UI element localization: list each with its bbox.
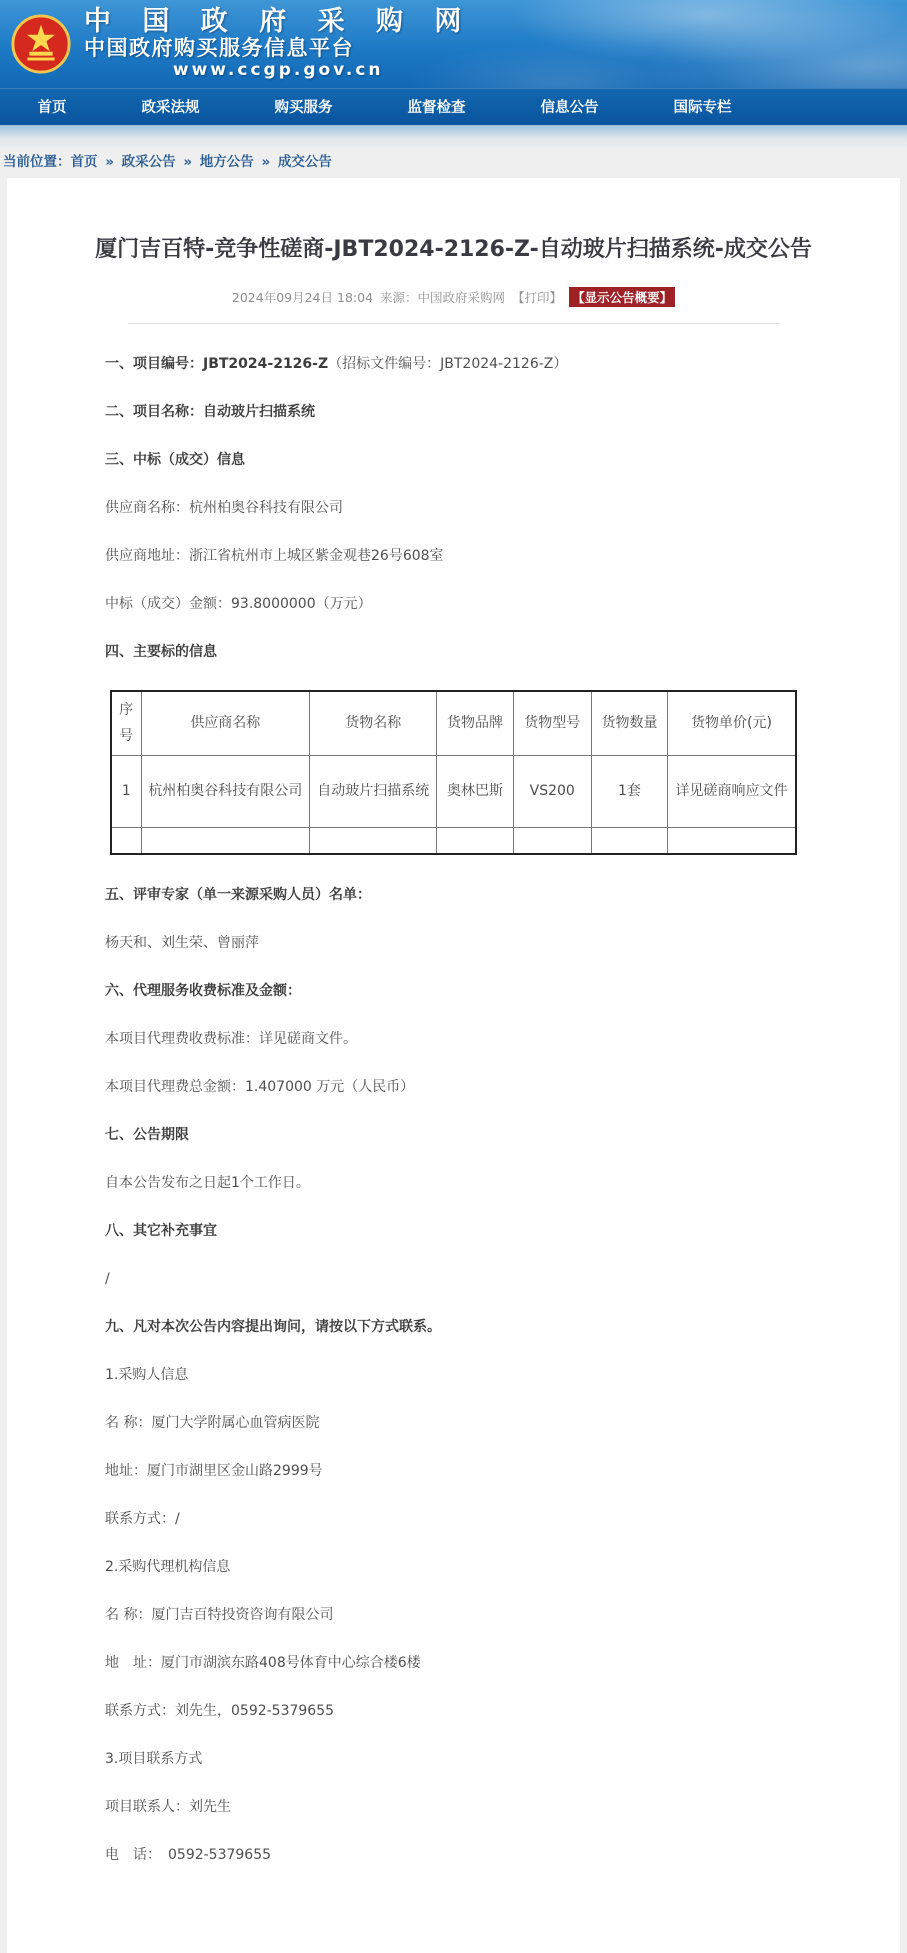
breadcrumb-item-local-notices[interactable]: 地方公告 xyxy=(199,154,254,170)
breadcrumb-label: 当前位置： xyxy=(3,154,71,170)
source-label: 来源：中国政府采购网 xyxy=(380,289,506,305)
breadcrumb-item-home[interactable]: 首页 xyxy=(70,154,98,170)
content-card xyxy=(7,178,900,1953)
goods-table-empty-row xyxy=(111,827,796,854)
nav-fade-strip xyxy=(0,125,907,149)
site-url: www.ccgp.gov.cn xyxy=(172,60,384,81)
cell-empty xyxy=(141,827,309,854)
section-period-heading: 七、公告期限 xyxy=(105,1127,189,1144)
show-summary-button[interactable]: 【显示公告概要】 xyxy=(569,287,675,307)
main-nav xyxy=(0,88,907,125)
agent-address: 地 址：厦门市湖滨东路408号体育中心综合楼6楼 xyxy=(105,1655,421,1672)
announcement-period: 自本公告发布之日起1个工作日。 xyxy=(105,1175,310,1192)
cell-quantity: 1套 xyxy=(591,755,667,827)
goods-table xyxy=(110,690,797,856)
section-goods-info-heading: 四、主要标的信息 xyxy=(105,643,217,660)
col-header-goods-name: 货物名称 xyxy=(310,691,437,756)
breadcrumb-separator: » xyxy=(183,154,193,170)
site-logo[interactable] xyxy=(10,5,473,81)
project-contact-person: 项目联系人：刘先生 xyxy=(105,1799,231,1816)
col-header-brand: 货物品牌 xyxy=(437,691,513,756)
buyer-info-header: 1.采购人信息 xyxy=(105,1367,189,1384)
project-number-note: （招标文件编号：JBT2024-2126-Z） xyxy=(328,355,568,372)
buyer-address: 地址：厦门市湖里区金山路2999号 xyxy=(105,1463,323,1480)
cell-empty xyxy=(310,827,437,854)
article-meta xyxy=(47,287,860,307)
other-matters: / xyxy=(105,1271,110,1288)
cell-empty xyxy=(437,827,513,854)
cell-empty xyxy=(668,827,796,854)
col-header-quantity: 货物数量 xyxy=(591,691,667,756)
section-agency-fee-heading: 六、代理服务收费标准及金额： xyxy=(105,983,301,1000)
section-project-name: 二、项目名称：自动玻片扫描系统 xyxy=(105,403,315,420)
supplier-name: 供应商名称：杭州柏奥谷科技有限公司 xyxy=(105,499,343,516)
experts-list: 杨天和、刘生荣、曾丽萍 xyxy=(105,935,259,952)
section-award-info-heading: 三、中标（成交）信息 xyxy=(105,451,245,468)
buyer-name: 名 称：厦门大学附属心血管病医院 xyxy=(105,1415,320,1432)
project-contact-header: 3.项目联系方式 xyxy=(105,1751,203,1768)
project-number-label: 一、项目编号：JBT2024-2126-Z xyxy=(105,355,329,372)
site-title: 中 国 政 府 采 购 网 xyxy=(84,5,473,37)
page-title: 厦门吉百特-竞争性磋商-JBT2024-2126-Z-自动玻片扫描系统-成交公告 xyxy=(95,237,812,262)
article-body xyxy=(7,324,900,1953)
site-subtitle: 中国政府购买服务信息平台 xyxy=(84,35,354,60)
section-contact-heading: 九、凡对本次公告内容提出询问，请按以下方式联系。 xyxy=(105,1319,441,1336)
section-experts-heading: 五、评审专家（单一来源采购人员）名单： xyxy=(105,887,371,904)
nav-item-international[interactable]: 国际专栏 xyxy=(673,100,732,116)
nav-item-supervision[interactable]: 监督检查 xyxy=(407,100,466,116)
site-header xyxy=(0,0,907,88)
national-emblem-icon xyxy=(10,13,72,75)
agent-name: 名 称：厦门吉百特投资咨询有限公司 xyxy=(105,1607,334,1624)
col-header-unit-price: 货物单价(元) xyxy=(668,691,796,756)
print-button[interactable]: 【打印】 xyxy=(512,289,563,305)
cell-index: 1 xyxy=(111,755,141,827)
publish-datetime: 2024年09月24日 18:04 xyxy=(231,289,374,305)
cell-model: VS200 xyxy=(513,755,591,827)
breadcrumb xyxy=(0,149,907,178)
project-contact-phone: 电 话： 0592-5379655 xyxy=(105,1847,272,1864)
agent-contact: 联系方式：刘先生，0592-5379655 xyxy=(105,1703,335,1720)
cell-goods-name: 自动玻片扫描系统 xyxy=(310,755,437,827)
nav-item-home[interactable]: 首页 xyxy=(37,100,67,116)
supplier-address: 供应商地址：浙江省杭州市上城区紫金观巷26号608室 xyxy=(105,547,444,564)
cell-empty xyxy=(111,827,141,854)
breadcrumb-separator: » xyxy=(261,154,271,170)
cell-empty xyxy=(591,827,667,854)
section-project-number xyxy=(105,354,820,375)
breadcrumb-item-procurement-notices[interactable]: 政采公告 xyxy=(121,154,176,170)
agency-fee-total: 本项目代理费总金额：1.407000 万元（人民币） xyxy=(105,1079,415,1096)
cell-unit-price: 详见磋商响应文件 xyxy=(668,755,796,827)
agency-fee-standard: 本项目代理费收费标准：详见磋商文件。 xyxy=(105,1031,357,1048)
agent-info-header: 2.采购代理机构信息 xyxy=(105,1559,231,1576)
buyer-contact: 联系方式：/ xyxy=(105,1511,180,1528)
col-header-supplier: 供应商名称 xyxy=(141,691,309,756)
nav-item-regulations[interactable]: 政采法规 xyxy=(141,100,200,116)
breadcrumb-item-award-notices[interactable]: 成交公告 xyxy=(277,154,332,170)
nav-item-purchase-services[interactable]: 购买服务 xyxy=(274,100,333,116)
breadcrumb-separator: » xyxy=(105,154,114,170)
section-other-heading: 八、其它补充事宜 xyxy=(105,1223,217,1240)
cell-supplier: 杭州柏奥谷科技有限公司 xyxy=(141,755,309,827)
nav-item-announcements[interactable]: 信息公告 xyxy=(540,100,599,116)
cell-empty xyxy=(513,827,591,854)
cell-brand: 奥林巴斯 xyxy=(437,755,513,827)
goods-table-header-row xyxy=(111,691,796,756)
col-header-model: 货物型号 xyxy=(513,691,591,756)
award-amount: 中标（成交）金额：93.8000000（万元） xyxy=(105,595,372,612)
col-header-index: 序号 xyxy=(111,691,141,756)
goods-table-row xyxy=(111,755,796,827)
